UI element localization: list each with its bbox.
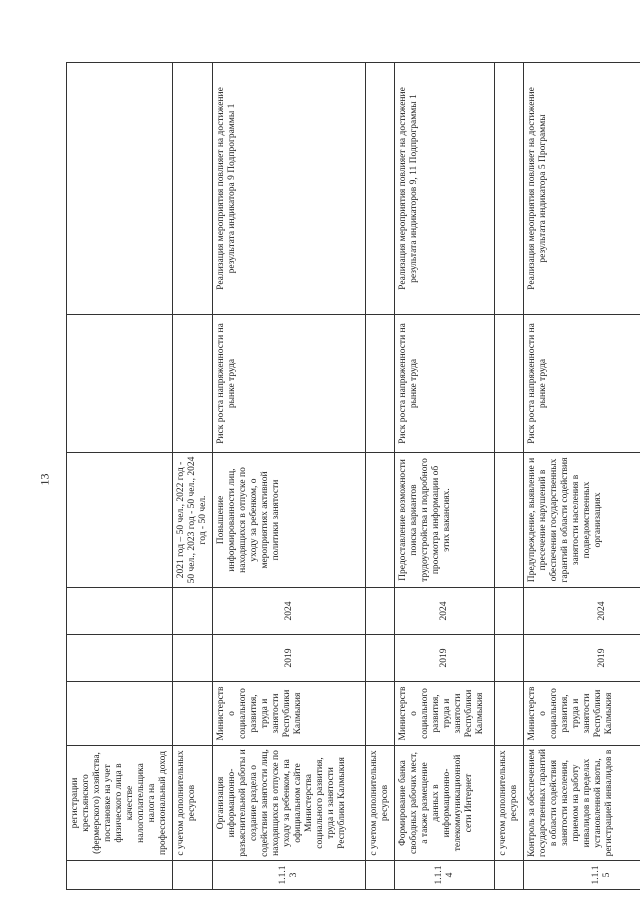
table-row <box>395 63 495 890</box>
expected-result: Повышение информированности лиц, находящихся в отпуске по уходу за ребенком, о мероприятиях активной политики занятости <box>213 453 366 588</box>
expected-result <box>495 453 524 588</box>
activity-name: Организация информационно-разъяснительной работы и создание раздела о содействии занятости лиц, находящихся в отпуске по уходу за ребенком, на официальном сайте Министерства социального развития, труда и занятости Республики Калмыкия <box>213 746 366 861</box>
start-year <box>366 635 395 682</box>
end-year <box>366 588 395 635</box>
executor <box>67 682 173 746</box>
indicator-link <box>67 63 173 315</box>
expected-result: 2021 год – 50 чел., 2022 год - 50 чел., 2023 год - 50 чел., 2024 год - 50 чел. <box>173 453 213 588</box>
risk: Риск роста напряженности на рынке труда <box>395 315 495 453</box>
executor: Министерство социального развития, труда и занятости Республики Калмыкия <box>395 682 495 746</box>
expected-result <box>67 453 173 588</box>
start-year <box>495 635 524 682</box>
indicator-link: Реализация мероприятия повлияет на достижение результата индикатора 5 Программы <box>524 63 640 315</box>
expected-result: Предупреждение, выявление и пресечение нарушений в обеспечении государственных гарантий в области содействия занятости населения в подведомственных организациях <box>524 453 640 588</box>
risk <box>67 315 173 453</box>
end-year <box>67 588 173 635</box>
activity-name: регистрации крестьянского (фермерского) хозяйства, постановке на учет физического лица в качестве налогоплательщика налога на профессиональный доход <box>67 746 173 861</box>
indicator-link <box>366 63 395 315</box>
executor <box>366 682 395 746</box>
table-row <box>67 63 173 890</box>
executor <box>173 682 213 746</box>
activities-table <box>66 62 640 890</box>
indicator-link <box>495 63 524 315</box>
start-year <box>67 635 173 682</box>
row-number: 1.1.13 <box>213 861 366 890</box>
row-number <box>495 861 524 890</box>
table-row <box>524 63 640 890</box>
executor <box>495 682 524 746</box>
end-year <box>173 588 213 635</box>
indicator-link: Реализация мероприятия повлияет на достижение результата индикаторов 9, 11 Подпрограммы 1 <box>395 63 495 315</box>
indicator-link <box>173 63 213 315</box>
row-number <box>67 861 173 890</box>
expected-result: Предоставление возможности поиска вариантов трудоустройства и подробного просмотра информации об этих вакансиях. <box>395 453 495 588</box>
table-row <box>213 63 366 890</box>
end-year: 2024 <box>524 588 640 635</box>
expected-result <box>366 453 395 588</box>
end-year: 2024 <box>395 588 495 635</box>
start-year: 2019 <box>395 635 495 682</box>
end-year <box>495 588 524 635</box>
risk: Риск роста напряженности на рынке труда <box>524 315 640 453</box>
indicator-link: Реализация мероприятия повлияет на достижение результата индикатора 9 Подпрограммы 1 <box>213 63 366 315</box>
risk <box>495 315 524 453</box>
risk: Риск роста напряженности на рынке труда <box>213 315 366 453</box>
row-number: 1.1.15 <box>524 861 640 890</box>
activity-name: с учетом дополнительных ресурсов <box>173 746 213 861</box>
activity-name: Формирование банка свободных рабочих мест, а также размещение данных в информационно-телекоммуникационной сети Интернет <box>395 746 495 861</box>
risk <box>366 315 395 453</box>
row-number <box>173 861 213 890</box>
rotated-table-container <box>66 63 640 890</box>
end-year: 2024 <box>213 588 366 635</box>
row-number: 1.1.14 <box>395 861 495 890</box>
table-row <box>495 63 524 890</box>
start-year: 2019 <box>213 635 366 682</box>
executor: Министерство социального развития, труда и занятости Республики Калмыкия <box>213 682 366 746</box>
activity-name: Контроль за обеспечением государственных гарантий в области содействия занятости населения, приемом на работу инвалидов в пределах установленной квоты, регистрацией инвалидов в <box>524 746 640 861</box>
table-row <box>366 63 395 890</box>
start-year: 2019 <box>524 635 640 682</box>
table-row <box>173 63 213 890</box>
activity-name: с учетом дополнительных ресурсов <box>366 746 395 861</box>
risk <box>173 315 213 453</box>
row-number <box>366 861 395 890</box>
activity-name: с учетом дополнительных ресурсов <box>495 746 524 861</box>
executor: Министерство социального развития, труда и занятости Республики Калмыкия <box>524 682 640 746</box>
page-number: 13 <box>37 473 52 486</box>
start-year <box>173 635 213 682</box>
